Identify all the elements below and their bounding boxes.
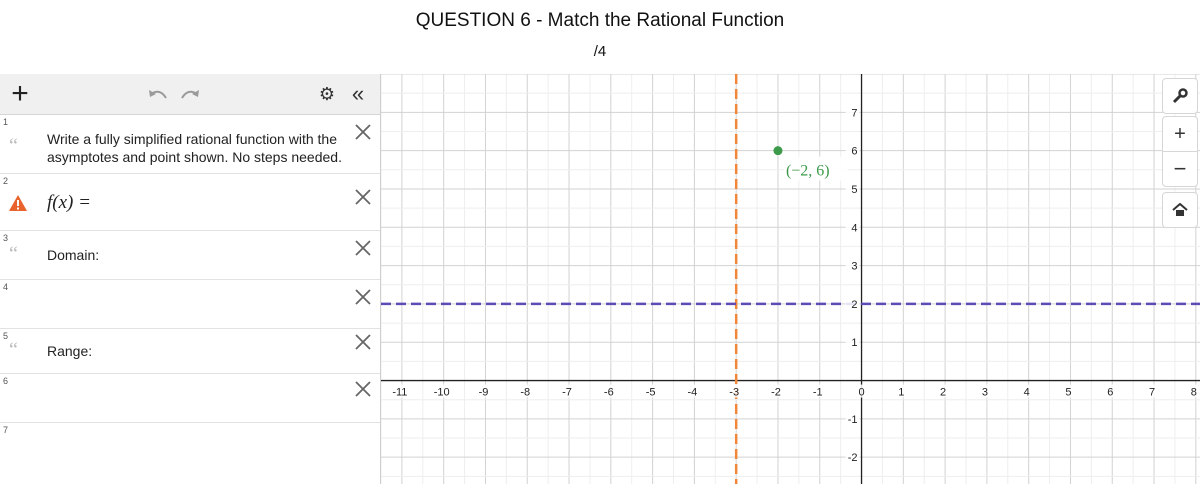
note-text[interactable]: Domain: (47, 247, 100, 263)
expression-row[interactable] (0, 329, 380, 374)
undo-button[interactable] (146, 84, 170, 104)
default-viewport-button[interactable] (1162, 192, 1198, 228)
x-tick-label: -10 (433, 386, 450, 399)
note-quote-icon: “ (9, 243, 18, 265)
undo-arrow-icon (146, 84, 170, 104)
row-number: 7 (3, 425, 9, 435)
zoom-in-button[interactable] (1162, 116, 1198, 152)
note-line: asymptotes and point shown. No steps needed. (47, 149, 342, 165)
expression-row[interactable] (0, 231, 380, 280)
redo-button[interactable] (178, 84, 202, 104)
row-number: 5 (3, 331, 9, 341)
expression-panel (0, 74, 381, 484)
y-tick-label: -1 (847, 413, 858, 426)
expression-row[interactable] (0, 115, 380, 174)
note-quote-icon: “ (9, 135, 18, 157)
x-tick-label: 7 (1148, 386, 1156, 399)
gear-icon: ⚙ (318, 83, 336, 104)
settings-button[interactable] (316, 83, 338, 105)
close-icon[interactable] (352, 121, 374, 143)
note-text[interactable]: Range: (47, 343, 93, 359)
redo-arrow-icon (178, 84, 202, 104)
point-label: (−2, 6) (785, 162, 830, 180)
y-tick-label: 3 (851, 260, 858, 273)
x-tick-label: -2 (771, 386, 781, 399)
row-number: 6 (3, 376, 9, 386)
x-tick-label: -7 (562, 386, 572, 399)
y-tick-label: -2 (847, 452, 858, 465)
zoom-in-icon: + (1174, 122, 1186, 145)
y-tick-label: 6 (851, 145, 858, 158)
score-label: /4 (593, 43, 607, 60)
row-number: 3 (3, 233, 9, 243)
y-tick-label: 7 (851, 107, 858, 120)
x-tick-label: 4 (1023, 386, 1030, 399)
x-tick-label: -3 (729, 386, 740, 399)
x-tick-label: -8 (520, 386, 531, 399)
note-line: Write a fully simplified rational function with the (47, 131, 337, 147)
close-icon[interactable] (352, 286, 374, 308)
note-text[interactable] (47, 130, 342, 166)
x-tick-label: -9 (478, 386, 489, 399)
x-tick-label: 2 (940, 386, 947, 399)
close-icon[interactable] (352, 331, 374, 353)
y-tick-label: 4 (851, 222, 858, 235)
expression-row[interactable] (0, 374, 380, 423)
page-title: QUESTION 6 - Match the Rational Function (415, 10, 785, 31)
plus-icon: + (11, 77, 29, 110)
x-tick-label: 6 (1107, 386, 1114, 399)
y-tick-label: 2 (851, 298, 858, 311)
home-icon (1172, 203, 1188, 217)
close-icon[interactable] (352, 237, 374, 259)
y-tick-label: 1 (851, 337, 858, 350)
note-quote-icon: “ (9, 339, 18, 361)
close-icon[interactable] (352, 378, 374, 400)
x-tick-label: 3 (981, 386, 988, 399)
row-number: 1 (3, 117, 9, 127)
zoom-out-button[interactable] (1162, 151, 1198, 187)
expression-row[interactable] (0, 280, 380, 329)
graph-paper[interactable] (381, 74, 1200, 484)
y-tick-label: 5 (851, 183, 858, 196)
add-item-button[interactable] (6, 77, 34, 110)
wrench-icon (1171, 87, 1189, 105)
x-tick-label: -1 (812, 386, 823, 399)
expression-toolbar (0, 74, 380, 115)
collapse-panel-button[interactable] (346, 82, 370, 106)
warning-icon[interactable] (8, 194, 28, 212)
x-tick-label: -11 (392, 386, 408, 399)
x-tick-label: -5 (645, 386, 656, 399)
expression-row[interactable] (0, 174, 380, 231)
row-number: 2 (3, 176, 9, 186)
x-tick-label: 0 (858, 386, 865, 399)
panel-fade (0, 454, 380, 484)
x-tick-label: 8 (1190, 386, 1197, 399)
double-chevron-left-icon: « (351, 81, 365, 106)
graph-canvas[interactable] (381, 74, 1200, 484)
function-input[interactable]: f(x) = (47, 192, 91, 213)
x-tick-label: -4 (687, 386, 698, 399)
graph-settings-button[interactable] (1162, 78, 1198, 114)
x-tick-label: 1 (898, 386, 905, 399)
row-number: 4 (3, 282, 9, 292)
point-marker (773, 146, 782, 155)
close-icon[interactable] (352, 186, 374, 208)
x-tick-label: -6 (603, 386, 614, 399)
zoom-out-icon: − (1173, 156, 1187, 181)
x-tick-label: 5 (1065, 386, 1072, 399)
